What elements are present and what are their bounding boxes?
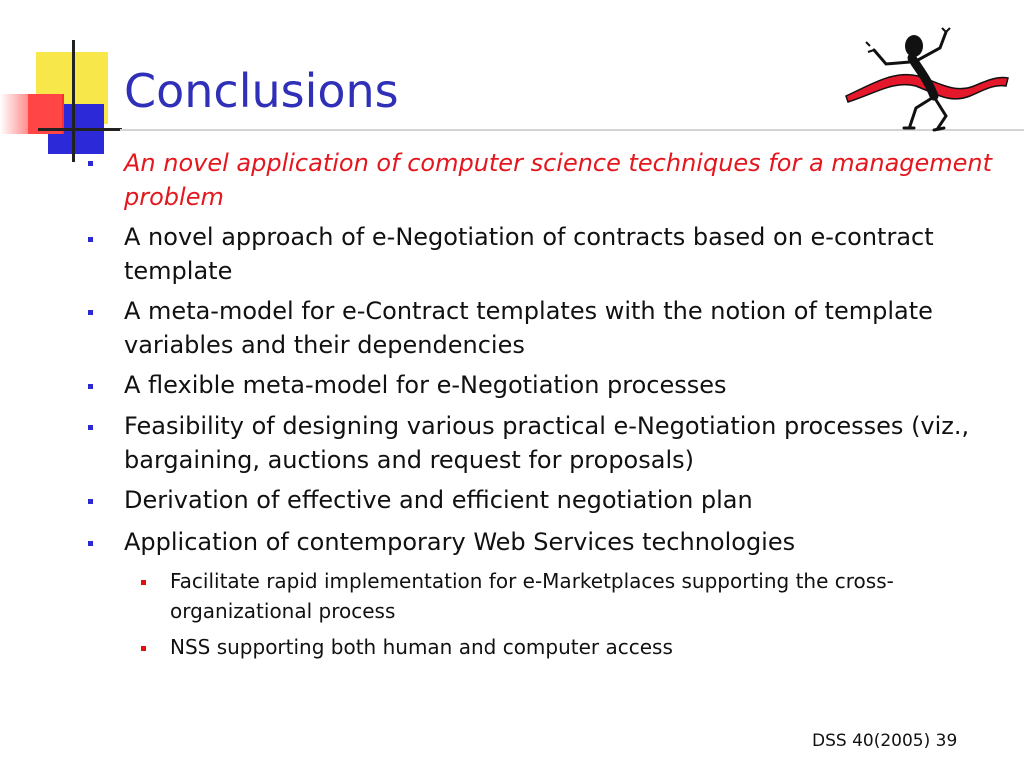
bullet-item: Derivation of effective and efficient negotiation plan bbox=[124, 486, 753, 514]
bullet-marker bbox=[88, 237, 93, 242]
bullet-item: A meta-model for e-Contract templates with the notion of template variables and their dependencies bbox=[124, 297, 933, 359]
bullet-marker bbox=[88, 541, 93, 546]
slide-footer: DSS 40(2005) 39 bbox=[812, 731, 958, 751]
bullet-marker bbox=[88, 499, 93, 504]
finish-line-runner-icon bbox=[842, 24, 1012, 136]
bullet-item: Feasibility of designing various practical e-Negotiation processes (viz., bargaining, auctions and request for proposals) bbox=[124, 412, 970, 474]
horizontal-rule bbox=[38, 128, 122, 131]
bullet-marker bbox=[88, 310, 93, 315]
bullet-item: A novel approach of e-Negotiation of contracts based on e-contract template bbox=[124, 223, 934, 285]
sub-bullet-item: Facilitate rapid implementation for e-Marketplaces supporting the cross-organizational process bbox=[170, 569, 894, 623]
bullet-item: An novel application of computer science techniques for a management problem bbox=[124, 149, 993, 211]
vertical-rule bbox=[72, 40, 75, 162]
bullet-marker bbox=[88, 161, 93, 166]
sub-bullet-marker bbox=[141, 580, 146, 585]
bullet-marker bbox=[88, 425, 93, 430]
bullet-marker bbox=[88, 384, 93, 389]
bullet-item: A flexible meta-model for e-Negotiation processes bbox=[124, 371, 727, 399]
sub-bullet-marker bbox=[141, 646, 146, 651]
bullet-item: Application of contemporary Web Services technologies bbox=[124, 528, 796, 556]
sub-bullet-item: NSS supporting both human and computer access bbox=[170, 635, 673, 659]
slide-title: Conclusions bbox=[124, 64, 399, 118]
